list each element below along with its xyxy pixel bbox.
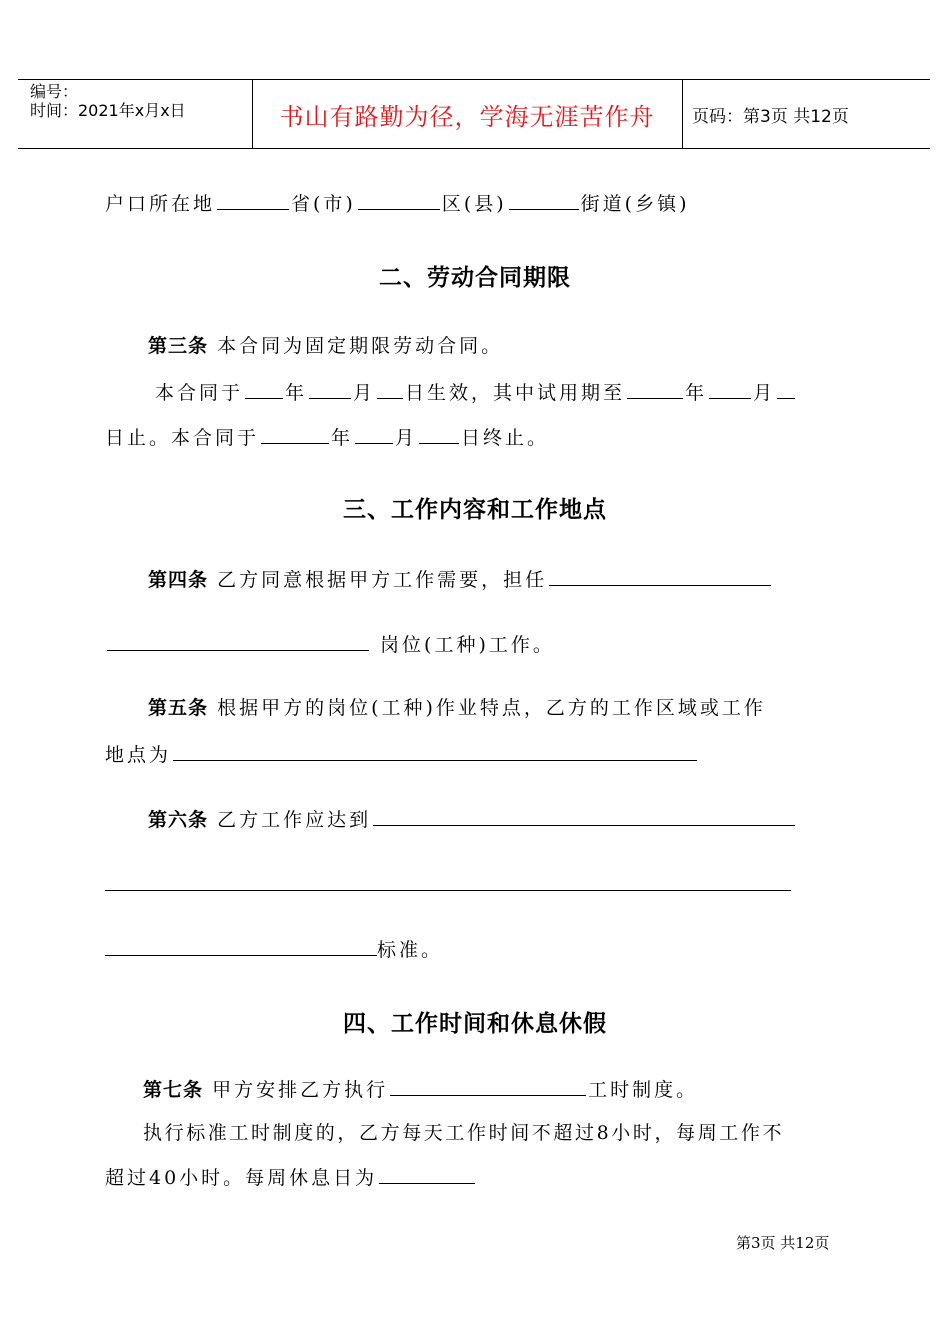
document-number: 编号：	[30, 82, 79, 101]
article-text: 乙方同意根据甲方工作需要，担任	[217, 569, 548, 591]
residence-line	[105, 190, 690, 216]
article-7-paragraph-end	[105, 1164, 477, 1190]
residence-street: 街道(乡镇)	[580, 193, 690, 215]
article-5	[148, 696, 766, 720]
blank-field[interactable]	[390, 1076, 586, 1096]
article-7	[143, 1076, 698, 1102]
article-text: 日止。本合同于	[105, 427, 260, 449]
blank-field[interactable]	[105, 871, 791, 891]
header-motto: 书山有路勤为径，学海无涯苦作舟	[279, 103, 655, 131]
section-heading: 四、工作时间和休息休假	[343, 1011, 607, 1037]
residence-province: 省(市)	[291, 193, 356, 215]
blank-field[interactable]	[217, 190, 289, 210]
article-text: 本合同于	[155, 382, 244, 404]
section-heading: 二、劳动合同期限	[379, 265, 571, 291]
blank-field[interactable]	[419, 424, 459, 444]
blank-field[interactable]	[355, 424, 393, 444]
month-label: 月	[353, 382, 376, 404]
blank-field[interactable]	[358, 190, 440, 210]
article-5-place	[105, 741, 699, 767]
article-label: 第六条	[148, 809, 209, 831]
document-header	[18, 79, 930, 149]
month-label: 月	[753, 382, 776, 404]
blank-field[interactable]	[105, 936, 377, 956]
header-page-number: 页码：第3页 共12页	[692, 107, 849, 127]
article-3-dates	[155, 379, 797, 405]
article-label: 第七条	[143, 1079, 204, 1101]
article-6-blank	[105, 871, 791, 897]
article-text: 工时制度。	[588, 1079, 699, 1101]
year-label: 年	[331, 427, 354, 449]
blank-field[interactable]	[173, 741, 697, 761]
article-text: 标准。	[377, 939, 444, 961]
article-label: 第三条	[148, 335, 209, 357]
blank-field[interactable]	[261, 424, 329, 444]
article-4-tail	[105, 631, 555, 657]
article-text: 日终止。	[461, 427, 550, 449]
article-6	[148, 806, 797, 832]
blank-field[interactable]	[627, 379, 683, 399]
section-heading: 三、工作内容和工作地点	[343, 497, 607, 523]
article-label: 第四条	[148, 569, 209, 591]
article-text: 超过40小时。每周休息日为	[105, 1167, 378, 1189]
article-3-end	[105, 424, 549, 450]
blank-field[interactable]	[245, 379, 283, 399]
article-text: 地点为	[105, 744, 172, 766]
year-label: 年	[285, 382, 308, 404]
article-3	[148, 334, 503, 358]
header-meta	[30, 82, 186, 120]
article-text: 本合同为固定期限劳动合同。	[217, 335, 504, 357]
article-text: 根据甲方的岗位(工种)作业特点，乙方的工作区域或工作	[217, 697, 766, 719]
month-label: 月	[395, 427, 418, 449]
blank-field[interactable]	[509, 190, 579, 210]
residence-prefix: 户口所在地	[105, 193, 216, 215]
footer-page-number: 第3页 共12页	[736, 1234, 830, 1252]
header-divider	[682, 80, 683, 148]
article-text: 岗位(工种)工作。	[380, 634, 555, 656]
blank-field[interactable]	[379, 1164, 475, 1184]
year-label: 年	[685, 382, 708, 404]
blank-field[interactable]	[107, 631, 369, 651]
blank-field[interactable]	[377, 379, 403, 399]
residence-district: 区(县)	[441, 193, 507, 215]
article-text: 日生效，其中试用期至	[405, 382, 626, 404]
blank-field[interactable]	[709, 379, 751, 399]
article-6-tail	[105, 936, 443, 962]
document-time: 时间：2021年x月x日	[30, 101, 186, 120]
article-7-paragraph	[143, 1121, 784, 1145]
article-4	[148, 566, 773, 592]
article-text: 甲方安排乙方执行	[212, 1079, 389, 1101]
blank-field[interactable]	[777, 379, 795, 399]
article-label: 第五条	[148, 697, 209, 719]
blank-field[interactable]	[549, 566, 771, 586]
article-text: 乙方工作应达到	[217, 809, 372, 831]
blank-field[interactable]	[309, 379, 351, 399]
article-text: 执行标准工时制度的，乙方每天工作时间不超过8小时，每周工作不	[143, 1122, 785, 1144]
blank-field[interactable]	[373, 806, 795, 826]
